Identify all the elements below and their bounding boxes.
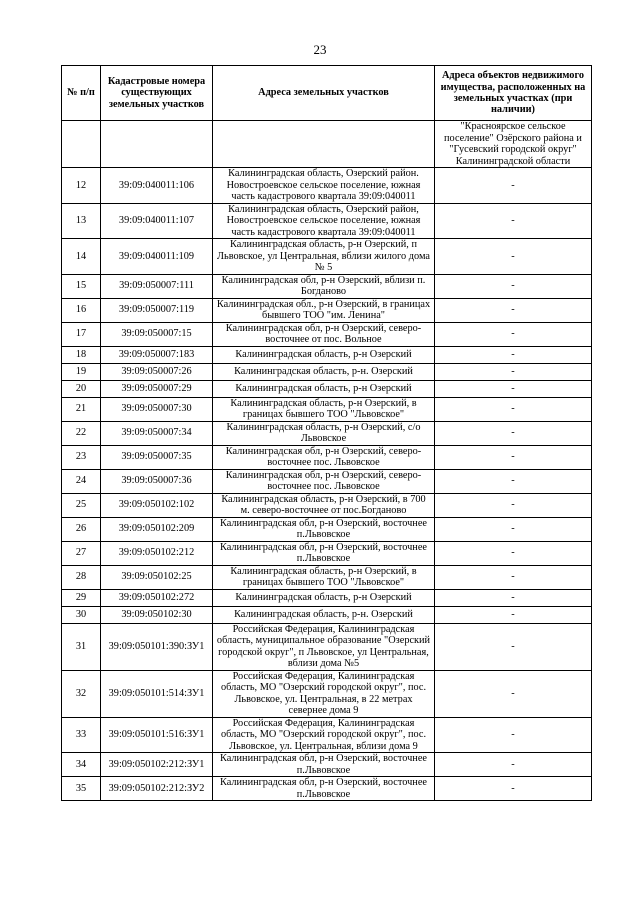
table-row: [62, 363, 592, 380]
table-row: [62, 397, 592, 421]
cadastral-number: 39:09:050102:209: [101, 517, 213, 541]
table-row: [62, 380, 592, 397]
plot-address: Калининградская область, Озерский район. Новостроевское сельское поселение, южная часть кадастрового квартала 39:09:040011: [213, 168, 435, 204]
objects-address: -: [435, 753, 592, 777]
objects-address: -: [435, 203, 592, 239]
cadastral-number: 39:09:050101:516:ЗУ1: [101, 717, 213, 753]
plot-address: Калининградская область, р-н Озерский, п Львовское, ул Центральная, вблизи жилого дома № 5: [213, 239, 435, 275]
row-number: 33: [62, 717, 101, 753]
cadastral-number: 39:09:050007:15: [101, 322, 213, 346]
cadastral-number: 39:09:050007:111: [101, 274, 213, 298]
table-row: [62, 589, 592, 606]
objects-address: -: [435, 298, 592, 322]
table-row: [62, 606, 592, 623]
objects-address: -: [435, 606, 592, 623]
row-number: 15: [62, 274, 101, 298]
row-number: 26: [62, 517, 101, 541]
row-number: 31: [62, 623, 101, 670]
row-number: 22: [62, 421, 101, 445]
cadastral-number: 39:09:050102:212:ЗУ2: [101, 777, 213, 801]
table-row: [62, 203, 592, 239]
table-row: [62, 469, 592, 493]
row-number: 14: [62, 239, 101, 275]
objects-address: -: [435, 777, 592, 801]
plot-address: Калининградская обл, р-н Озерский, вблизи п. Богданово: [213, 274, 435, 298]
cadastral-number: 39:09:050102:30: [101, 606, 213, 623]
row-number: 13: [62, 203, 101, 239]
row-number: 34: [62, 753, 101, 777]
table-row: [62, 346, 592, 363]
row-number: 19: [62, 363, 101, 380]
objects-address: -: [435, 717, 592, 753]
row-number: 21: [62, 397, 101, 421]
table-header-row: [62, 66, 592, 121]
continuation-empty: [101, 121, 213, 168]
cadastral-number: 39:09:050007:30: [101, 397, 213, 421]
table-row: [62, 421, 592, 445]
cadastral-number: 39:09:040011:107: [101, 203, 213, 239]
plot-address: Калининградская область, Озерский район, Новостроевское сельское поселение, южная часть кадастрового квартала 39:09:040011: [213, 203, 435, 239]
cadastral-number: 39:09:050101:514:ЗУ1: [101, 670, 213, 717]
objects-address: -: [435, 274, 592, 298]
objects-address: -: [435, 168, 592, 204]
continuation-row: [62, 121, 592, 168]
plot-address: Российская Федерация, Калининградская область, МО "Озерский городской округ", пос. Львовское, ул. Центральная, в 22 метрах севернее дома 9: [213, 670, 435, 717]
table-row: [62, 670, 592, 717]
cadastral-number: 39:09:050007:26: [101, 363, 213, 380]
table-row: [62, 717, 592, 753]
objects-address: -: [435, 469, 592, 493]
row-number: 24: [62, 469, 101, 493]
objects-address: -: [435, 565, 592, 589]
objects-address: -: [435, 493, 592, 517]
row-number: 29: [62, 589, 101, 606]
plot-address: Калининградская область, р-н. Озерский: [213, 606, 435, 623]
objects-address: -: [435, 239, 592, 275]
table-row: [62, 565, 592, 589]
continuation-empty: [62, 121, 101, 168]
plot-address: Калининградская обл, р-н Озерский, восточнее п.Львовское: [213, 541, 435, 565]
plot-address: Калининградская область, р-н Озерский, в границах бывшего ТОО "Львовское": [213, 565, 435, 589]
plot-address: Калининградская обл, р-н Озерский, восточнее п.Львовское: [213, 517, 435, 541]
cadastral-number: 39:09:050007:119: [101, 298, 213, 322]
objects-address: -: [435, 397, 592, 421]
row-number: 30: [62, 606, 101, 623]
objects-address: -: [435, 346, 592, 363]
table-row: [62, 322, 592, 346]
plot-address: Калининградская область, р-н. Озерский: [213, 363, 435, 380]
plot-address: Калининградская область, р-н Озерский, в 700 м. северо-восточнее от пос.Богданово: [213, 493, 435, 517]
objects-address: -: [435, 589, 592, 606]
table-row: [62, 493, 592, 517]
objects-address: -: [435, 517, 592, 541]
cadastral-number: 39:09:050102:212: [101, 541, 213, 565]
cadastral-number: 39:09:050102:272: [101, 589, 213, 606]
table-row: [62, 274, 592, 298]
objects-address: -: [435, 445, 592, 469]
plot-address: Калининградская область, р-н Озерский: [213, 346, 435, 363]
land-plots-table: [61, 65, 592, 801]
table-row: [62, 168, 592, 204]
header-cadastral: Кадастровые номера существующих земельных участков: [101, 66, 213, 121]
cadastral-number: 39:09:040011:109: [101, 239, 213, 275]
continuation-note: "Красноярское сельское поселение" Озёрского района и "Гусевский городской округ" Калининградской области: [435, 121, 592, 168]
row-number: 16: [62, 298, 101, 322]
header-num: № п/п: [62, 66, 101, 121]
row-number: 32: [62, 670, 101, 717]
cadastral-number: 39:09:050007:34: [101, 421, 213, 445]
objects-address: -: [435, 541, 592, 565]
row-number: 23: [62, 445, 101, 469]
table-row: [62, 445, 592, 469]
cadastral-number: 39:09:040011:106: [101, 168, 213, 204]
row-number: 18: [62, 346, 101, 363]
cadastral-number: 39:09:050007:35: [101, 445, 213, 469]
table-row: [62, 298, 592, 322]
cadastral-number: 39:09:050007:29: [101, 380, 213, 397]
table-row: [62, 517, 592, 541]
objects-address: -: [435, 421, 592, 445]
plot-address: Калининградская обл, р-н Озерский, северо-восточнее пос. Львовское: [213, 469, 435, 493]
plot-address: Калининградская область, р-н Озерский: [213, 380, 435, 397]
plot-address: Российская Федерация, Калининградская область, МО "Озерский городской округ", пос. Львовское, ул. Центральная, вблизи дома 9: [213, 717, 435, 753]
objects-address: -: [435, 623, 592, 670]
row-number: 20: [62, 380, 101, 397]
table-row: [62, 753, 592, 777]
cadastral-number: 39:09:050102:102: [101, 493, 213, 517]
objects-address: -: [435, 322, 592, 346]
continuation-empty: [213, 121, 435, 168]
cadastral-number: 39:09:050007:36: [101, 469, 213, 493]
row-number: 27: [62, 541, 101, 565]
plot-address: Калининградская область, р-н Озерский, с/о Львовское: [213, 421, 435, 445]
cadastral-number: 39:09:050102:212:ЗУ1: [101, 753, 213, 777]
row-number: 12: [62, 168, 101, 204]
cadastral-number: 39:09:050102:25: [101, 565, 213, 589]
table-row: [62, 623, 592, 670]
page-number: 23: [313, 42, 327, 57]
header-address: Адреса земельных участков: [213, 66, 435, 121]
cadastral-number: 39:09:050101:390:ЗУ1: [101, 623, 213, 670]
plot-address: Калининградская обл, р-н Озерский, восточнее п.Львовское: [213, 777, 435, 801]
plot-address: Калининградская область, р-н Озерский, в границах бывшего ТОО "Львовское": [213, 397, 435, 421]
row-number: 35: [62, 777, 101, 801]
objects-address: -: [435, 670, 592, 717]
plot-address: Калининградская область, р-н Озерский: [213, 589, 435, 606]
row-number: 17: [62, 322, 101, 346]
plot-address: Калининградская обл, р-н Озерский, северо-восточнее пос. Львовское: [213, 445, 435, 469]
table-row: [62, 541, 592, 565]
objects-address: -: [435, 363, 592, 380]
cadastral-number: 39:09:050007:183: [101, 346, 213, 363]
plot-address: Калининградская обл, р-н Озерский, северо-восточнее от пос. Вольное: [213, 322, 435, 346]
row-number: 28: [62, 565, 101, 589]
plot-address: Калининградская обл., р-н Озерский, в границах бывшего ТОО "им. Ленина": [213, 298, 435, 322]
plot-address: Калининградская обл, р-н Озерский, восточнее п.Львовское: [213, 753, 435, 777]
plot-address: Российская Федерация, Калининградская область, муниципальное образование "Озерский городской округ", п Львовское, ул Центральная, вблизи дома №5: [213, 623, 435, 670]
header-objects: Адреса объектов недвижимого имущества, расположенных на земельных участках (при наличии): [435, 66, 592, 121]
table-row: [62, 777, 592, 801]
table-row: [62, 239, 592, 275]
objects-address: -: [435, 380, 592, 397]
row-number: 25: [62, 493, 101, 517]
